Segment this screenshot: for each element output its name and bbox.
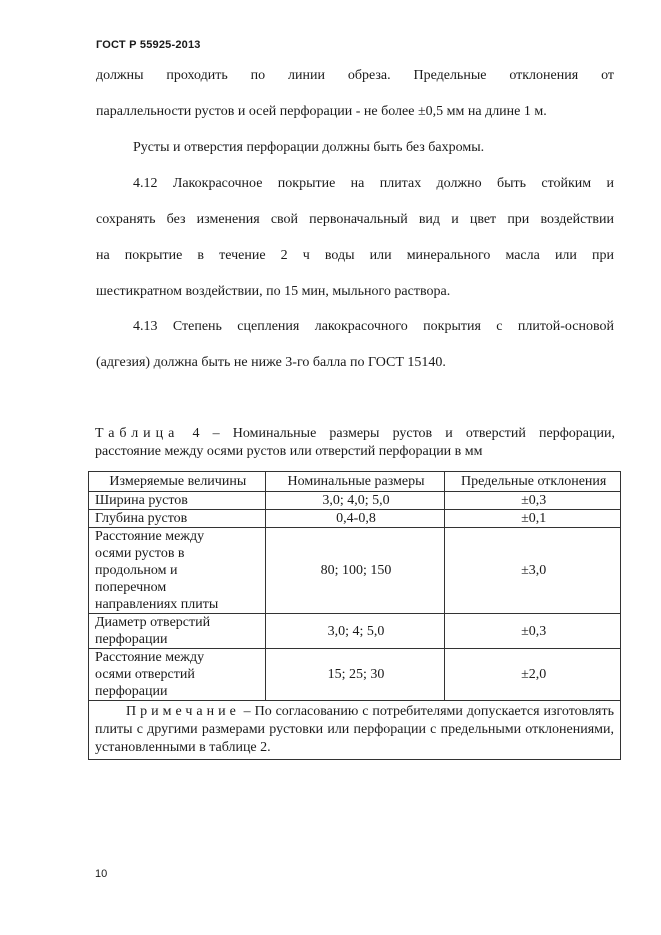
column-header: Предельные отклонения	[445, 472, 621, 492]
text-line: шестикратном воздействии, по 15 мин, мыльного раствора.	[96, 284, 451, 299]
text-line: 4.12 Лакокрасочное покрытие на плитах должно быть стойким и	[133, 176, 614, 191]
cell-tolerance: ±0,1	[445, 510, 621, 528]
column-header: Измеряемые величины	[89, 472, 266, 492]
cell-name-line: поперечном	[95, 580, 167, 595]
cell-name-line: направлениях плиты	[95, 597, 219, 612]
table-row	[89, 492, 621, 510]
text-line: параллельности рустов и осей перфорации - не более ±0,5 мм на длине 1 м.	[96, 104, 547, 119]
cell-name-line: осями отверстий	[95, 667, 195, 682]
cell-name: Ширина рустов	[89, 492, 266, 510]
cell-name-line: продольном и	[95, 563, 178, 578]
table-row	[89, 614, 621, 649]
cell-name: Глубина рустов	[89, 510, 266, 528]
cell-name-line: осями рустов в	[95, 546, 185, 561]
cell-tolerance: ±3,0	[445, 528, 621, 614]
cell-tolerance: ±0,3	[445, 492, 621, 510]
cell-name-line: Расстояние между	[95, 529, 205, 544]
table-note-row	[89, 701, 621, 760]
cell-name	[89, 649, 266, 701]
table-row	[89, 510, 621, 528]
note-label: Примечание	[126, 704, 240, 719]
cell-nominal: 3,0; 4; 5,0	[265, 614, 445, 649]
caption-text-line2: расстояние между осями рустов или отверстий перфорации в мм	[95, 444, 483, 459]
page-number: 10	[95, 868, 108, 880]
document-code: ГОСТ Р 55925-2013	[96, 39, 201, 51]
text-line: 4.13 Степень сцепления лакокрасочного покрытия с плитой-основой	[133, 319, 614, 334]
caption-text: 4 – Номинальные размеры рустов и отверстий перфорации,	[179, 426, 615, 441]
cell-tolerance: ±0,3	[445, 614, 621, 649]
cell-name-line: Расстояние между	[95, 650, 205, 665]
table-note	[89, 701, 621, 760]
cell-nominal: 15; 25; 30	[265, 649, 445, 701]
text-line: на покрытие в течение 2 ч воды или минерального масла или при	[96, 248, 614, 263]
text-line: должны проходить по линии обреза. Предельные отклонения от	[96, 68, 614, 83]
dimensions-table	[88, 471, 621, 760]
column-header: Номинальные размеры	[265, 472, 445, 492]
note-text: – По согласованию с потребителями допускается изготовлять плиты с другими размерами рустовки или перфорации с предельными отклонениями, установленными в таблице 2.	[95, 704, 614, 755]
cell-nominal: 3,0; 4,0; 5,0	[265, 492, 445, 510]
cell-name	[89, 528, 266, 614]
text-line: (адгезия) должна быть не ниже 3-го балла по ГОСТ 15140.	[96, 355, 446, 370]
cell-tolerance: ±2,0	[445, 649, 621, 701]
cell-name-line: Диаметр отверстий	[95, 615, 211, 630]
text-line: сохранять без изменения свой первоначальный вид и цвет при воздействии	[96, 212, 614, 227]
table-header-row	[89, 472, 621, 492]
paragraph: Русты и отверстия перфорации должны быть без бахромы.	[133, 140, 485, 155]
cell-nominal: 0,4-0,8	[265, 510, 445, 528]
table-row	[89, 528, 621, 614]
cell-nominal: 80; 100; 150	[265, 528, 445, 614]
cell-name	[89, 614, 266, 649]
cell-name-line: перфорации	[95, 684, 168, 699]
cell-name-line: перфорации	[95, 632, 168, 647]
table-caption	[95, 425, 615, 461]
table-row	[89, 649, 621, 701]
caption-label: Таблица	[95, 426, 180, 441]
